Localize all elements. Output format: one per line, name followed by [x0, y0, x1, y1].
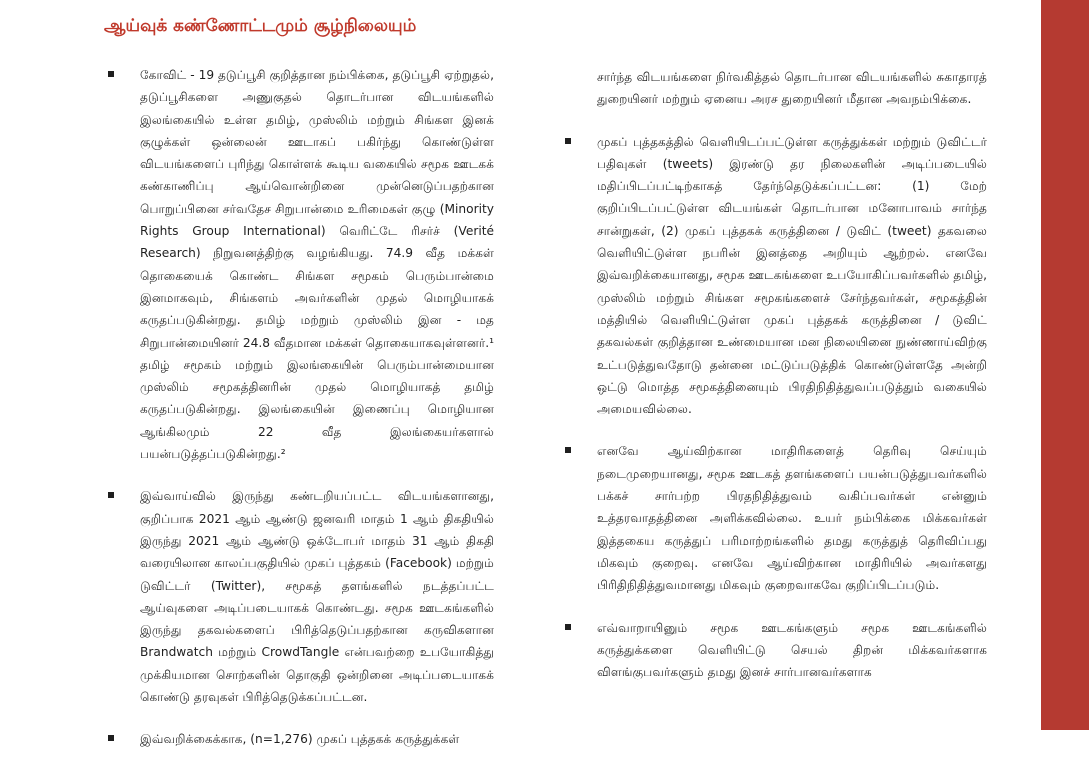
section-heading: ஆய்வுக் கண்ணோட்டமும் சூழ்நிலையும்: [104, 16, 417, 36]
paragraph-text: இவ்வாய்வில் இருந்து கண்டறியப்பட்ட விடயங்களானது, குறிப்பாக 2021 ஆம் ஆண்டு ஜனவரி மாதம் 1 ஆம் திகதியில் இருந்து 2021 ஆம் ஆண்டு ஒக்டோபர் மாதம் 31 ஆம் திகதி வரையிலான காலப்பகுதியில் முகப் புத்தகம் (Facebook) மற்றும் டுவிட்டர் (Twitter), சமூகத் தளங்களில் நடத்தப்பட்ட ஆய்வுகளை அடிப்படையாகக் கொண்டது. சமூக ஊடகங்களில் இருந்து தகவல்களைப் பிரித்தெடுப்பதற்கான கருவிகளான Brandwatch மற்றும் CrowdTangle என்பவற்றை உபயோகித்து முக்கியமான சொற்களின் தொகுதி ஒன்றினை அடிப்படையாகக் கொண்டு தரவுகள் பிரித்தெடுக்கப்பட்டன.: [140, 489, 494, 705]
bullet-paragraph: [104, 485, 494, 708]
bullet-paragraph: [104, 64, 494, 465]
paragraph-text: எனவே ஆய்விற்கான மாதிரிகளைத் தெரிவு செய்யும் நடைமுறையானது, சமூக ஊடகத் தளங்களைப் பயன்படுத்துபவர்களில் பக்கச் சார்பற்ற பிரதநிதித்துவம் வகிப்பவர்கள் என்னும் உத்தரவாதத்தினை அளிக்கவில்லை. உயர் நம்பிக்கை மிக்கவர்கள் இத்தகைய கருத்துப் பரிமாற்றங்களில் தமது கருத்துத் தெரிவிப்பது மிகவும் குறைவு. எனவே ஆய்விற்கான மாதிரியில் அவர்களது பிரிதிநிதித்துவமானது மிகவும் குறைவாகவே குறிப்பிடப்படும்.: [597, 444, 987, 593]
paragraph-text: எவ்வாறாயினும் சமூக ஊடகங்களும் சமூக ஊடகங்களில் கருத்துக்களை வெளியிட்டு செயல் திறன் மிக்கவர்களாக விளங்குபவர்களும் தமது இனச் சார்பானவர்களாக: [597, 620, 987, 680]
paragraph-text: முகப் புத்தகத்தில் வெளியிடப்பட்டுள்ள கருத்துக்கள் மற்றும் டுவிட்டர் பதிவுகள் (tweets) இரண்டு தர நிலைகளின் அடிப்படையில் மதிப்பிடப்பட்டிற்காகத் தேர்ந்தெடுக்கப்பட்டன: (1) மேற் குறிப்பிடப்பட்டுள்ள விடயங்கள் தொடர்பான மனோபாவம் சார்ந்த சான்றுகள், (2) முகப் புத்தகக் கருத்தினை / டுவிட் (tweet) தகவலை வெளியிட்டுள்ள நபரின் இனத்தை அறியும் ஆற்றல். எனவே இவ்வறிக்கையானது, சமூக ஊடகங்களை உபயோகிப்பவர்களில் தமிழ், முஸ்லிம் மற்றும் சிங்கள சமூகங்களைச் சேர்ந்தவர்கள், சமூகத்தின் மத்தியில் வெளியிட்டுள்ள முகப் புத்தகக் கருத்தினை / டுவிட் தகவல்கள் குறித்தான உண்மையான மன நிலையினை நுண்ணாய்விற்கு உட்படுத்துவதோடு தன்னை மட்டுப்படுத்திக் கொண்டுள்ளதே அன்றி ஒட்டு மொத்த சமூகத்தினையும் பிரதிநிதித்துவப்படுத்தும் வகையில் அமையவில்லை.: [597, 134, 987, 417]
paragraph-text: கோவிட் - 19 தடுப்பூசி குறித்தான நம்பிக்கை, தடுப்பூசி ஏற்றுதல், தடுப்பூசிகளை அணுகுதல் தொடர்பான விடயங்களில் இலங்கையில் உள்ள தமிழ், முஸ்லிம் மற்றும் சிங்கள இனக் குழுக்கள் ஒன்லைன் ஊடாகப் பகிர்ந்து கொண்டுள்ள விடயங்களைப் புரிந்து கொள்ளக் கூடிய வகையில் சமூக ஊடகக் கண்காணிப்பு ஆய்வொன்றினை முன்னெடுப்பதற்கான பொறுப்பினை சர்வதேச சிறுபான்மை உரிமைகள் குழு (Minority Rights Group International) வெரிட்டே ரிசர்ச் (Verité Research) நிறுவனத்திற்கு வழங்கியது. 74.9 வீத மக்கள் தொகையைக் கொண்ட சிங்கள சமூகம் பெரும்பான்மை இனமாகவும், சிங்களம் அவர்களின் முதல் மொழியாகக் கருதப்படுகின்றது. தமிழ் மற்றும் முஸ்லிம் இன - மத சிறுபான்மையினர் 24.8 வீதமான மக்கள் தொகையாகவுள்ளனர்.¹ தமிழ் சமூகம் மற்றும் இலங்கையின் பெரும்பான்மையான முஸ்லிம் சமூகத்தினரின் முதல் மொழியாகத் தமிழ் கருதப்படுகின்றது. இலங்கையின் இணைப்பு மொழியான ஆங்கிலமும் 22 வீத இலங்கையர்களால் பயன்படுத்தப்படுகின்றது.²: [140, 68, 494, 462]
side-accent-bar: [1041, 0, 1089, 730]
bullet-marker: [565, 624, 571, 630]
bullet-marker: [565, 447, 571, 453]
bullet-paragraph: [563, 617, 987, 684]
paragraph-text: இவ்வறிக்கைக்காக, (n=1,276) முகப் புத்தகக் கருத்துக்கள்: [140, 732, 460, 747]
right-column: [563, 66, 987, 703]
bullet-marker: [108, 492, 114, 498]
left-column: [104, 64, 494, 771]
bullet-paragraph: [563, 440, 987, 596]
bullet-marker: [565, 138, 571, 144]
bullet-paragraph: [104, 728, 494, 750]
continued-paragraph: [563, 66, 987, 111]
bullet-marker: [108, 735, 114, 741]
paragraph-text: சார்ந்த விடயங்களை நிர்வகித்தல் தொடர்பான விடயங்களில் சுகாதாரத் துறையினர் மற்றும் ஏனைய அரச துறையினர் மீதான அவநம்பிக்கை.: [597, 70, 987, 107]
bullet-paragraph: [563, 131, 987, 421]
bullet-marker: [108, 71, 114, 77]
